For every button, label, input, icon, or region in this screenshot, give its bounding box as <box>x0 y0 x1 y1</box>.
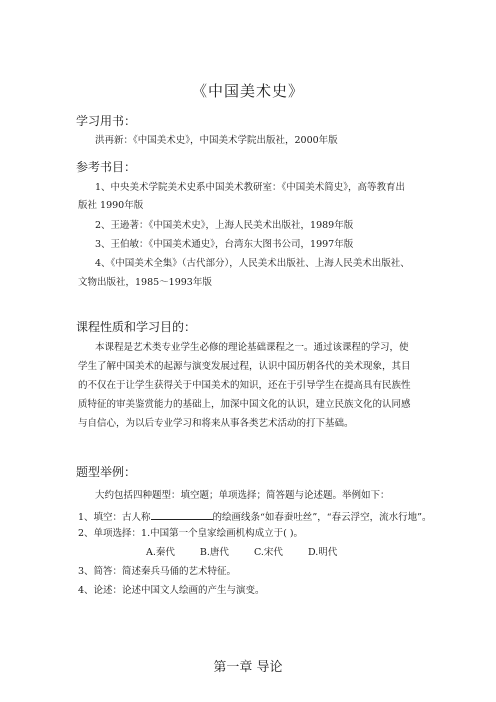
fill-in-example <box>78 509 431 524</box>
reference-item: 2、王逊著：《中国美术史》，上海人民美术出版社，1989年版 <box>95 220 354 231</box>
nature-line: 学生了解中国美术的起源与演变发展过程，认识中国历朝各代的美术现象，其目 <box>78 361 411 372</box>
nature-line: 质特征的审美鉴赏能力的基础上，加深中国文化的认识，建立民族文化的认同感 <box>78 399 411 410</box>
reference-item: 3、王伯敏：《中国美术通史》，台湾东大图书公司，1997年版 <box>95 239 354 250</box>
nature-line: 的不仅在于让学生获得关于中国美术的知识，还在于引导学生在提高具有民族性 <box>78 380 411 391</box>
fill-prefix: 1、填空：古人称 <box>78 512 151 523</box>
textbook-line: 洪再新：《中国美术史》，中国美术学院出版社，2000年版 <box>95 135 338 146</box>
short-answer-example: 3、简答：简述秦兵马俑的艺术特征。 <box>78 566 237 577</box>
option-d: D.明代 <box>307 547 338 558</box>
textbook-heading: 学习用书： <box>76 114 137 128</box>
examples-intro: 大约包括四种题型：填空题；单项选择；简答题与论述题。举例如下： <box>95 490 390 501</box>
references-heading: 参考书目： <box>76 160 137 174</box>
nature-heading: 课程性质和学习目的： <box>76 320 197 334</box>
essay-example: 4、论述：论述中国文人绘画的产生与演变。 <box>78 585 265 596</box>
choice-options <box>146 547 359 559</box>
fill-blank-line <box>151 509 213 520</box>
option-b: B.唐代 <box>199 547 229 558</box>
nature-line: 本课程是艺术类专业学生必修的理论基础课程之一。通过该课程的学习，使 <box>95 342 409 353</box>
option-c: C.宋代 <box>253 547 283 558</box>
examples-heading: 题型举例： <box>76 465 137 479</box>
reference-item: 文物出版社，1985～1993年版 <box>78 277 212 288</box>
reference-item: 4、《中国美术全集》（古代部分），人民美术出版社、上海人民美术出版社、 <box>95 258 410 269</box>
reference-item: 版社 1990年版 <box>78 200 144 211</box>
fill-suffix: 的绘画线条“如春蚕吐丝”，“春云浮空，流水行地”。 <box>212 512 432 523</box>
nature-line: 与自信心，为以后专业学习和将来从事各类艺术活动的打下基础。 <box>78 418 354 429</box>
choice-example: 2、单项选择：1.中国第一个皇家绘画机构成立于( )。 <box>78 528 304 539</box>
reference-item: 1、中央美术学院美术史系中国美术教研室：《中国美术简史》，高等教育出 <box>95 182 406 193</box>
document-title: 《中国美术史》 <box>191 82 304 100</box>
option-a: A.秦代 <box>146 547 175 558</box>
chapter-heading: 第一章 导论 <box>213 660 283 675</box>
